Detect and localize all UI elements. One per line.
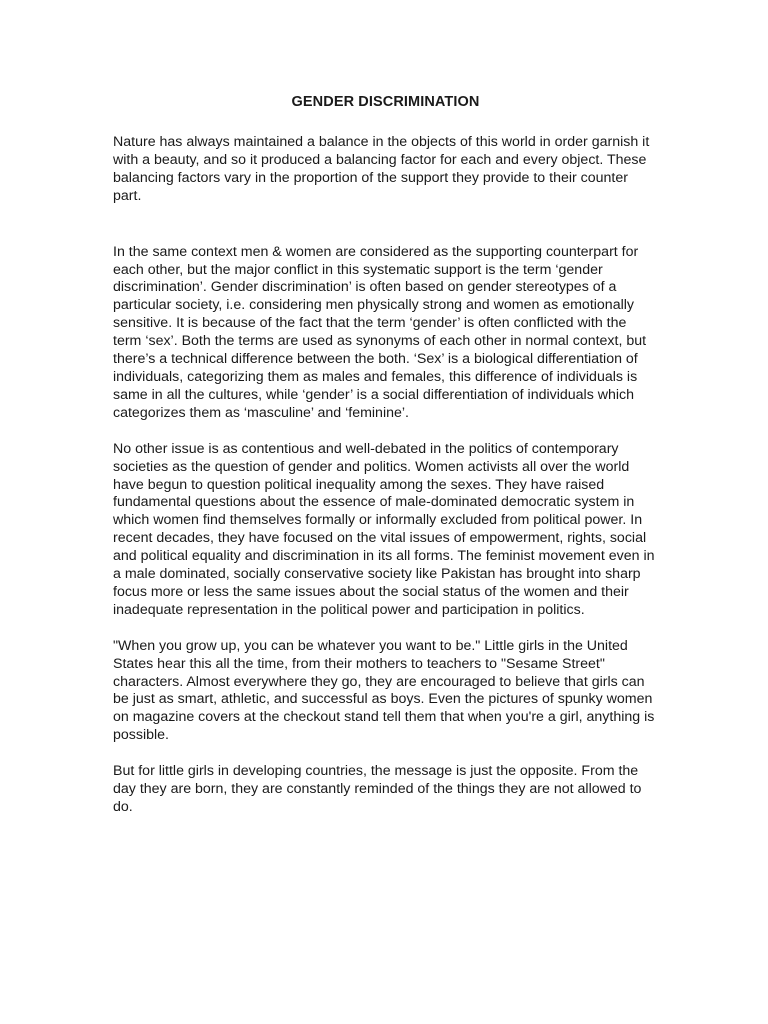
paragraph-3: No other issue is as contentious and well-debated in the politics of contemporary societies as the question of gender and politics. Women activists all over the world have begun to question political inequality among the sexes. They have raised fundamental questions about the essence of male-dominated democratic system in which women find themselves formally or informally excluded from political power. In recent decades, they have focused on the vital issues of empowerment, rights, social and political equality and discrimination in its all forms. The feminist movement even in a male dominated, socially conservative society like Pakistan has brought into sharp focus more or less the same issues about the social status of the women and their inadequate representation in the political power and participation in politics.	[113, 440, 655, 618]
paragraph-5: But for little girls in developing countries, the message is just the opposite. From the day they are born, they are constantly reminded of the things they are not allowed to do.	[113, 763, 642, 815]
paragraph-1: Nature has always maintained a balance in the objects of this world in order garnish it with a beauty, and so it produced a balancing factor for each and every object. These balancing factors vary in the proportion of the support they provide to their counter part.	[113, 134, 650, 204]
paragraph-4: "When you grow up, you can be whatever you want to be." Little girls in the United States hear this all the time, from their mothers to teachers to "Sesame Street" characters. Almost everywhere they go, they are encouraged to believe that girls can be just as smart, athletic, and successful as boys. Even the pictures of spunky women on magazine covers at the checkout stand tell them that when you're a girl, anything is possible.	[113, 637, 655, 744]
document-title: GENDER DISCRIMINATION	[291, 94, 480, 110]
document-page	[113, 93, 658, 817]
paragraph-2: In the same context men & women are considered as the supporting counterpart for each other, but the major conflict in this systematic support is the term ‘gender discrimination’. Gender discrimination’ is often based on gender stereotypes of a particular society, i.e. considering men physically strong and women as emotionally sensitive. It is because of the fact that the term ‘gender’ is often conflicted with the term ‘sex’. Both the terms are used as synonyms of each other in normal context, but there’s a technical difference between the both. ‘Sex’ is a biological differentiation of individuals, categorizing them as males and females, this difference of individuals is same in all the cultures, while ‘gender’ is a social differentiation of individuals which categorizes them as ‘masculine’ and ‘feminine’.	[113, 243, 647, 421]
